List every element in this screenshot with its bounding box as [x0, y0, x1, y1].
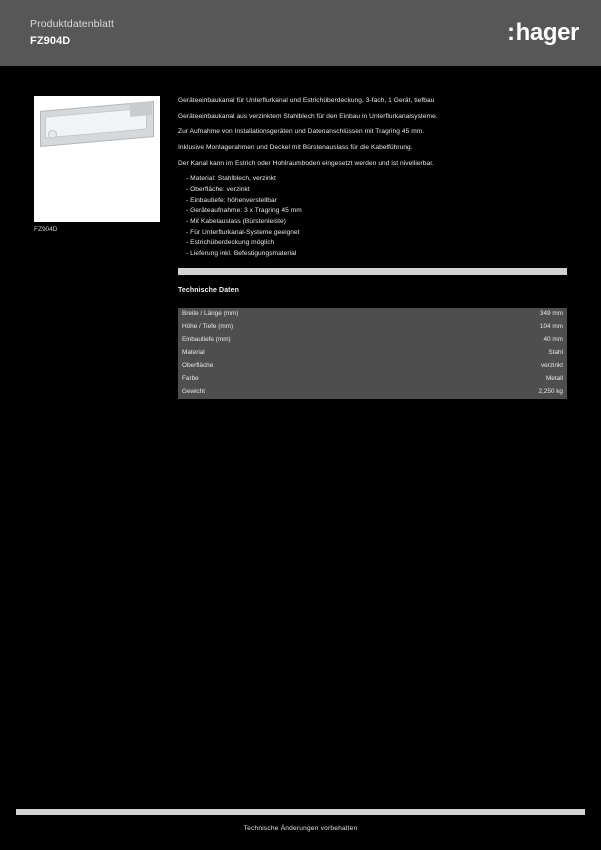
spec-label: Material [178, 347, 437, 360]
table-row [178, 373, 567, 386]
header-titles [30, 17, 114, 48]
description-paragraph: Geräteeinbaukanal für Unterflurkanal und Estrichüberdeckung, 3-fach, 1 Gerät, tiefbau [178, 97, 435, 104]
spec-value: verzinkt [437, 360, 567, 373]
description-paragraph: Zur Aufnahme von Installationsgeräten und Datenanschlüssen mit Tragring 45 mm. [178, 128, 425, 136]
logo-colon: : [507, 19, 515, 46]
technical-data-table [178, 308, 567, 399]
list-item: - Geräteaufnahme: 3 x Tragring 45 mm [186, 207, 302, 215]
list-item: - Für Unterflurkanal-Systeme geeignet [186, 228, 300, 236]
spec-value: 104 mm [437, 321, 567, 334]
product-end-cap-shape [130, 101, 152, 117]
table-row [178, 334, 567, 347]
spec-label: Gewicht [178, 386, 437, 399]
description-bullets [178, 174, 567, 259]
page-footer [0, 809, 601, 832]
section-divider [178, 268, 567, 275]
spec-label: Oberfläche [178, 360, 437, 373]
table-row [178, 386, 567, 399]
page-header [0, 0, 601, 66]
product-image-column [34, 96, 160, 399]
description-paragraph: Der Kanal kann im Estrich oder Hohlraumboden eingesetzt werden und ist nivellierbar. [178, 159, 434, 167]
product-reference: FZ904D [30, 34, 71, 47]
spec-label: Breite / Länge (mm) [178, 308, 437, 321]
spec-label: Höhe / Tiefe (mm) [178, 321, 437, 334]
table-row [178, 308, 567, 321]
description-paragraph: Inklusive Montagerahmen und Deckel mit Bürstenauslass für die Kabelführung. [178, 144, 413, 152]
table-row [178, 360, 567, 373]
document-kind: Produktdatenblatt [30, 18, 115, 31]
product-details-column [178, 96, 567, 399]
description-paragraph: Geräteeinbaukanal aus verzinktem Stahlblech für den Einbau in Unterflurkanalsysteme. [178, 112, 438, 120]
list-item: - Material: Stahlblech, verzinkt [186, 175, 276, 183]
page-content [0, 66, 601, 399]
list-item: - Einbautiefe: höhenverstellbar [186, 196, 277, 204]
spec-value: 40 mm [437, 334, 567, 347]
footer-note: Technische Änderungen vorbehalten [243, 825, 358, 832]
spec-value: 349 mm [437, 308, 567, 321]
product-knob-shape [48, 130, 57, 139]
logo-wordmark: hager [515, 19, 579, 46]
product-description [178, 96, 567, 260]
footer-divider [16, 809, 585, 815]
product-photo [34, 96, 160, 222]
spec-value: 2,250 kg [437, 386, 567, 399]
hager-logo [507, 19, 579, 47]
product-image-caption: FZ904D [34, 226, 58, 233]
table-row [178, 347, 567, 360]
list-item: - Mit Kabelauslass (Bürstenleiste) [186, 218, 286, 226]
list-item: - Lieferung inkl. Befestigungsmaterial [186, 250, 297, 258]
spec-label: Farbe [178, 373, 437, 386]
spec-value: Stahl [437, 347, 567, 360]
table-row [178, 321, 567, 334]
spec-label: Einbautiefe (mm) [178, 334, 437, 347]
technical-data-heading: Technische Daten [178, 286, 239, 294]
spec-value: Metall [437, 373, 567, 386]
list-item: - Estrichüberdeckung möglich [186, 239, 275, 247]
list-item: - Oberfläche: verzinkt [186, 186, 250, 194]
